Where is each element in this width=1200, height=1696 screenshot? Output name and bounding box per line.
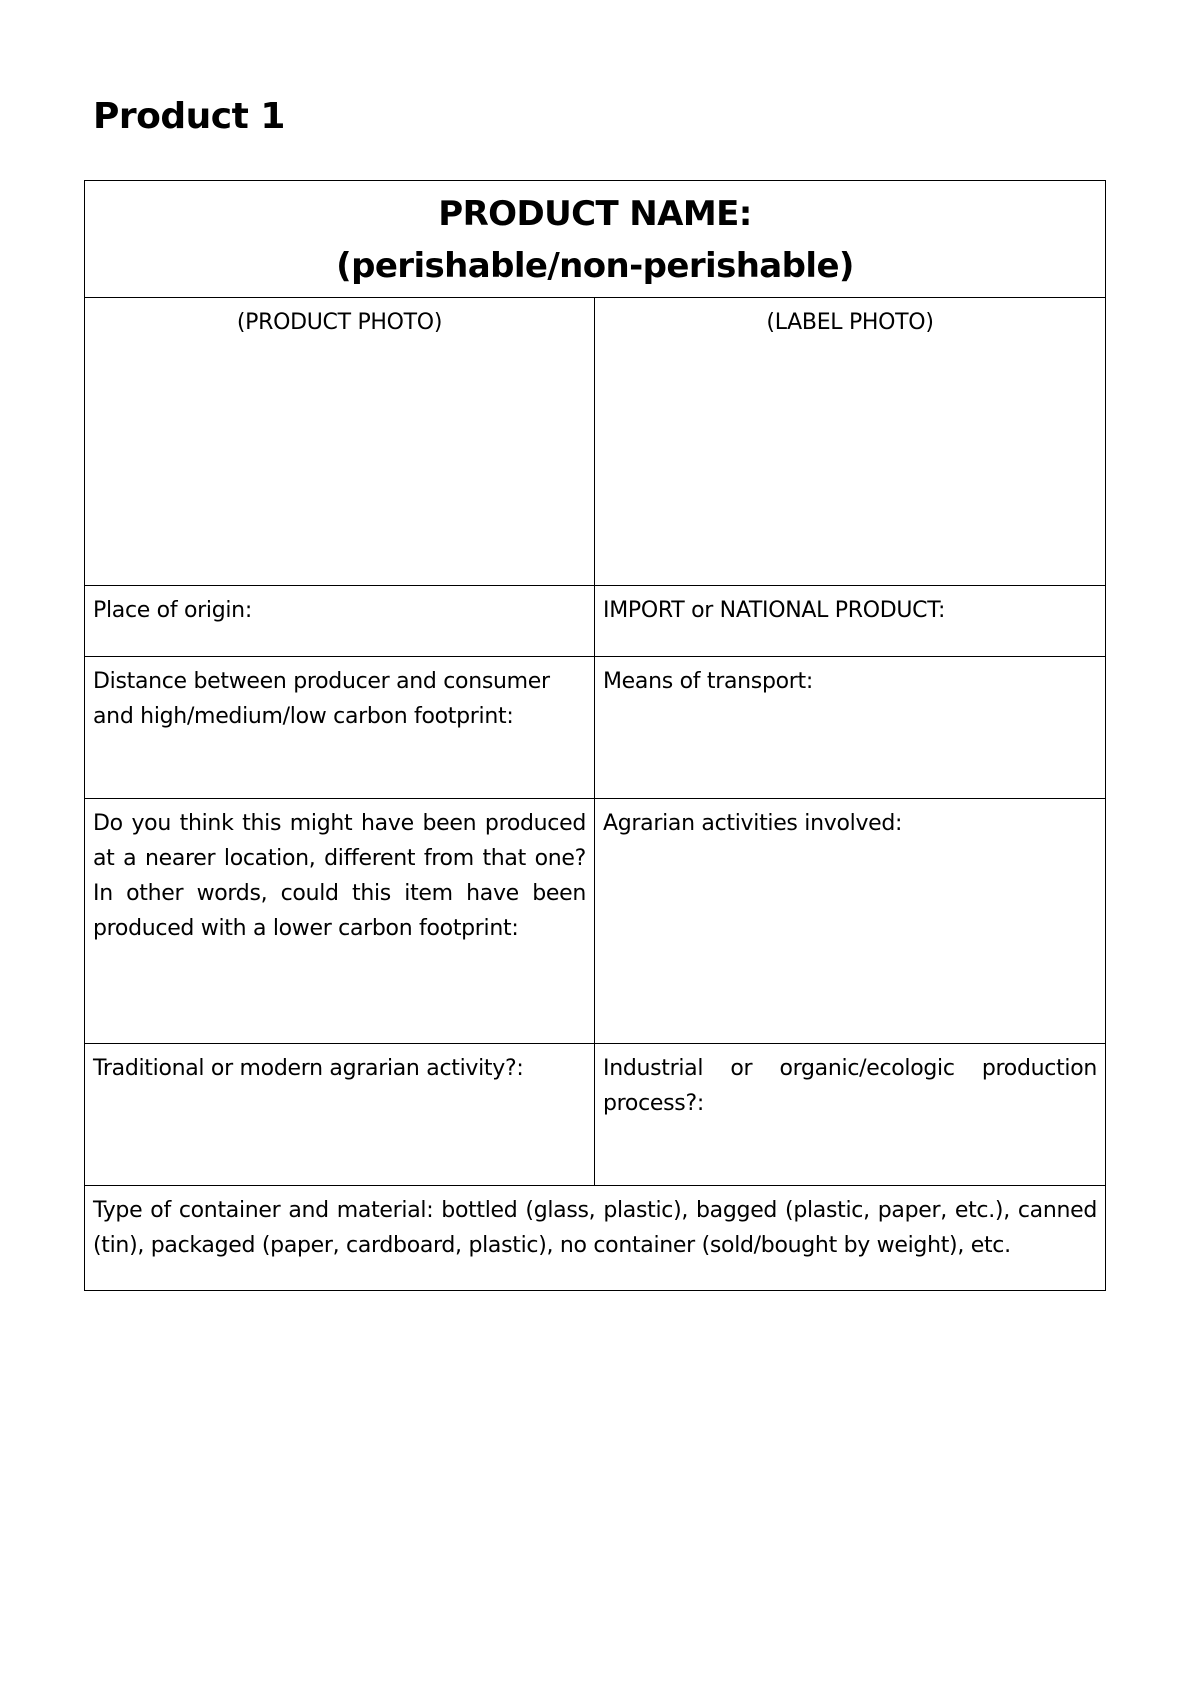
container-type-label: Type of container and material: bottled (glass, plastic), bagged (plastic, paper, etc.), canned (tin), packaged (paper, cardboard, plastic), no container (sold/bought by weight), etc. (93, 1198, 1098, 1258)
place-of-origin-field[interactable] (85, 586, 595, 657)
activity-type-row (85, 1044, 1106, 1186)
distance-footprint-field[interactable] (85, 657, 595, 799)
agrarian-activities-label: Agrarian activities involved: (603, 811, 903, 836)
traditional-modern-label: Traditional or modern agrarian activity?: (93, 1056, 524, 1081)
label-photo-placeholder: (LABEL PHOTO) (766, 310, 934, 335)
nearer-location-question: Do you think this might have been produced at a nearer location, different from that one? In other words, could this item have been produced with a lower carbon footprint: (93, 811, 586, 941)
product-name-header-cell[interactable] (85, 181, 1106, 298)
distance-row (85, 657, 1106, 799)
container-row (85, 1186, 1106, 1291)
nearer-location-row (85, 799, 1106, 1044)
means-of-transport-field[interactable] (595, 657, 1106, 799)
industrial-organic-label: Industrial or organic/ecologic production process?: (603, 1056, 1098, 1116)
product-photo-cell[interactable] (85, 298, 595, 586)
origin-row (85, 586, 1106, 657)
distance-footprint-label: Distance between producer and consumer and high/medium/low carbon footprint: (93, 669, 550, 729)
product-name-label: PRODUCT NAME: (438, 194, 752, 234)
nearer-location-field[interactable] (85, 799, 595, 1044)
photo-row (85, 298, 1106, 586)
product-form-table (84, 180, 1106, 1291)
import-national-field[interactable] (595, 586, 1106, 657)
perishable-label: (perishable/non-perishable) (336, 246, 854, 286)
product-photo-placeholder: (PRODUCT PHOTO) (236, 310, 443, 335)
header-row (85, 181, 1106, 298)
container-type-field[interactable] (85, 1186, 1106, 1291)
traditional-modern-field[interactable] (85, 1044, 595, 1186)
place-of-origin-label: Place of origin: (93, 598, 252, 623)
page-title: Product 1 (93, 96, 285, 137)
import-national-label: IMPORT or NATIONAL PRODUCT: (603, 598, 946, 623)
label-photo-cell[interactable] (595, 298, 1106, 586)
agrarian-activities-field[interactable] (595, 799, 1106, 1044)
industrial-organic-field[interactable] (595, 1044, 1106, 1186)
means-of-transport-label: Means of transport: (603, 669, 813, 694)
